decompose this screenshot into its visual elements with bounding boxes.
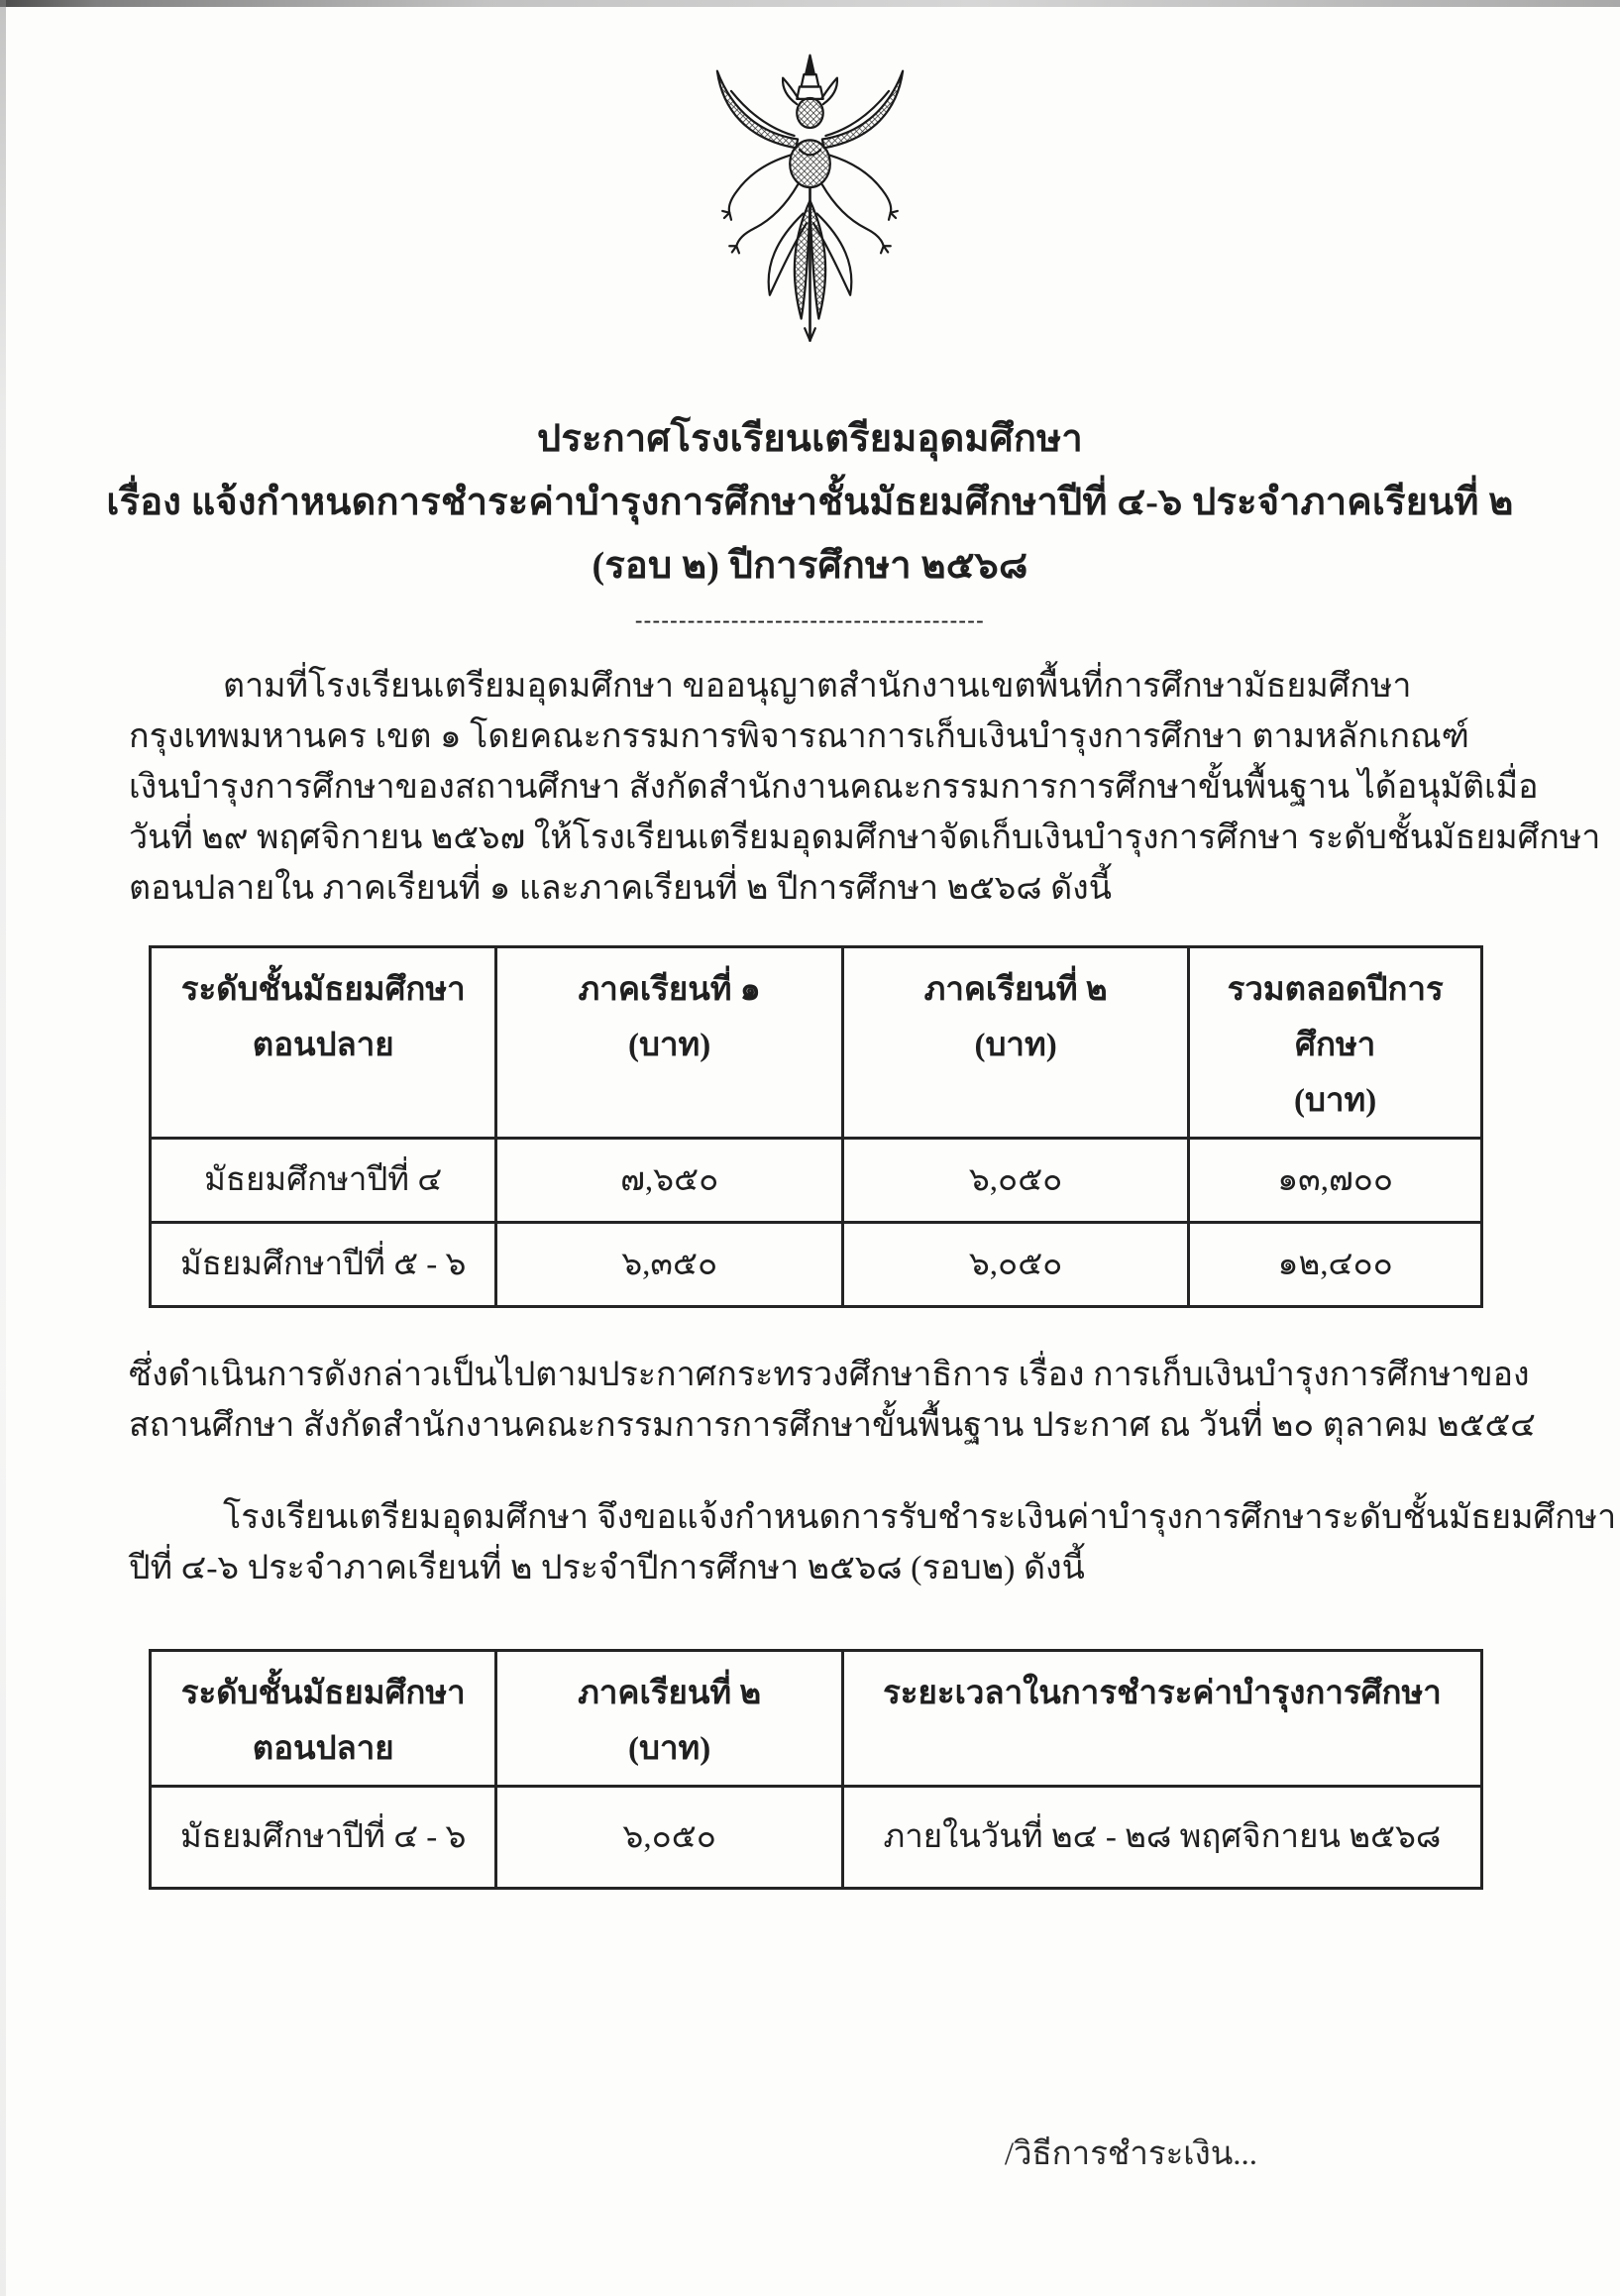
cell-sem2-amount: ๖,๐๕๐ [842,1139,1188,1223]
cell-grade: มัธยมศึกษาปีที่ ๔ [151,1139,496,1223]
header-line: ภาคเรียนที่ ๒ [923,972,1108,1008]
header-grade-level [151,1651,496,1787]
payment-schedule-table [149,1649,1483,1890]
header-semester-2 [842,947,1188,1139]
body-line: ตอนปลายใน ภาคเรียนที่ ๑ และภาคเรียนที่ ๒ ปีการศึกษา ๒๕๖๘ ดังนี้ [129,870,1113,907]
header-line [848,1721,1476,1777]
garuda-emblem-icon [679,52,941,384]
table-header-row [151,1651,1482,1787]
cell-sem1-amount: ๖,๓๕๐ [496,1223,842,1307]
paragraph-ministry-reference [129,1350,1536,1451]
body-line: ตามที่โรงเรียนเตรียมอุดมศึกษา ขออนุญาตสำนักงานเขตพื้นที่การศึกษามัธยมศึกษา [223,668,1412,705]
body-line: สถานศึกษา สังกัดสำนักงานคณะกรรมการการศึกษาขั้นพื้นฐาน ประกาศ ณ วันที่ ๒๐ ตุลาคม ๒๕๕๔ [129,1407,1536,1444]
cell-total-amount: ๑๒,๔๐๐ [1189,1223,1482,1307]
header-line: ภาคเรียนที่ ๑ [578,972,761,1008]
body-line: วันที่ ๒๙ พฤศจิกายน ๒๕๖๗ ให้โรงเรียนเตรียมอุดมศึกษาจัดเก็บเงินบำรุงการศึกษา ระดับชั้นมัธยมศึกษา [129,820,1601,856]
header-line: ตอนปลาย [252,1028,394,1063]
header-grade-level [151,947,496,1139]
header-semester-2 [496,1651,842,1787]
header-line: (บาท) [974,1028,1057,1063]
scanner-edge-artifact-left [0,0,6,2296]
header-line: รวมตลอดปีการศึกษา [1227,972,1444,1063]
header-line: ระดับชั้นมัธยมศึกษา [180,972,466,1008]
header-payment-period [842,1651,1481,1787]
header-year-total [1189,947,1482,1139]
body-line: โรงเรียนเตรียมอุดมศึกษา จึงขอแจ้งกำหนดการรับชำระเงินค่าบำรุงการศึกษาระดับชั้นมัธยมศึกษา [223,1499,1617,1536]
header-line: (บาท) [628,1731,711,1767]
fee-summary-table [149,945,1483,1308]
announcement-title-block [0,407,1620,633]
cell-payment-period: ภายในวันที่ ๒๔ - ๒๘ พฤศจิกายน ๒๕๖๘ [842,1787,1481,1889]
header-line: ระดับชั้นมัธยมศึกษา [180,1676,466,1711]
scanner-edge-artifact-top [0,0,1620,7]
table-header-row [151,947,1482,1139]
emblem-container [0,0,1620,389]
document-body [129,661,1617,2180]
header-semester-1 [496,947,842,1139]
dashed-separator: ---------------------------------------- [634,607,986,632]
body-line: กรุงเทพมหานคร เขต ๑ โดยคณะกรรมการพิจารณาการเก็บเงินบำรุงการศึกษา ตามหลักเกณฑ์ [129,718,1469,755]
cell-sem2-amount: ๖,๐๕๐ [496,1787,842,1889]
table-row [151,1139,1482,1223]
cell-grade: มัธยมศึกษาปีที่ ๕ - ๖ [151,1223,496,1307]
announcement-round-year: (รอบ ๒) ปีการศึกษา ๒๕๖๘ [592,545,1028,587]
page-continuation-note: /วิธีการชำระเงิน... [1004,2136,1257,2172]
cell-sem1-amount: ๗,๖๕๐ [496,1139,842,1223]
cell-total-amount: ๑๓,๗๐๐ [1189,1139,1482,1223]
paragraph-payment-notice [129,1492,1617,1593]
paragraph-approval-background [129,661,1601,914]
cell-sem2-amount: ๖,๐๕๐ [842,1223,1188,1307]
header-line: ตอนปลาย [252,1731,394,1767]
body-line: เงินบำรุงการศึกษาของสถานศึกษา สังกัดสำนักงานคณะกรรมการการศึกษาขั้นพื้นฐาน ได้อนุมัติเมื่อ [129,769,1539,806]
cell-grade: มัธยมศึกษาปีที่ ๔ - ๖ [151,1787,496,1889]
table-row [151,1787,1482,1889]
table-row [151,1223,1482,1307]
announcement-title: ประกาศโรงเรียนเตรียมอุดมศึกษา [537,418,1083,460]
header-line: (บาท) [1294,1083,1377,1119]
body-line: ปีที่ ๔-๖ ประจำภาคเรียนที่ ๒ ประจำปีการศึกษา ๒๕๖๘ (รอบ๒) ดังนี้ [129,1550,1085,1586]
header-line: ภาคเรียนที่ ๒ [578,1676,762,1711]
header-line: (บาท) [628,1028,711,1063]
announcement-subject: เรื่อง แจ้งกำหนดการชำระค่าบำรุงการศึกษาชั้นมัธยมศึกษาปีที่ ๔-๖ ประจำภาคเรียนที่ ๒ [106,482,1514,523]
body-line: ซึ่งดำเนินการดังกล่าวเป็นไปตามประกาศกระทรวงศึกษาธิการ เรื่อง การเก็บเงินบำรุงการศึกษาของ [129,1357,1530,1393]
header-line: ระยะเวลาในการชำระค่าบำรุงการศึกษา [883,1676,1442,1711]
